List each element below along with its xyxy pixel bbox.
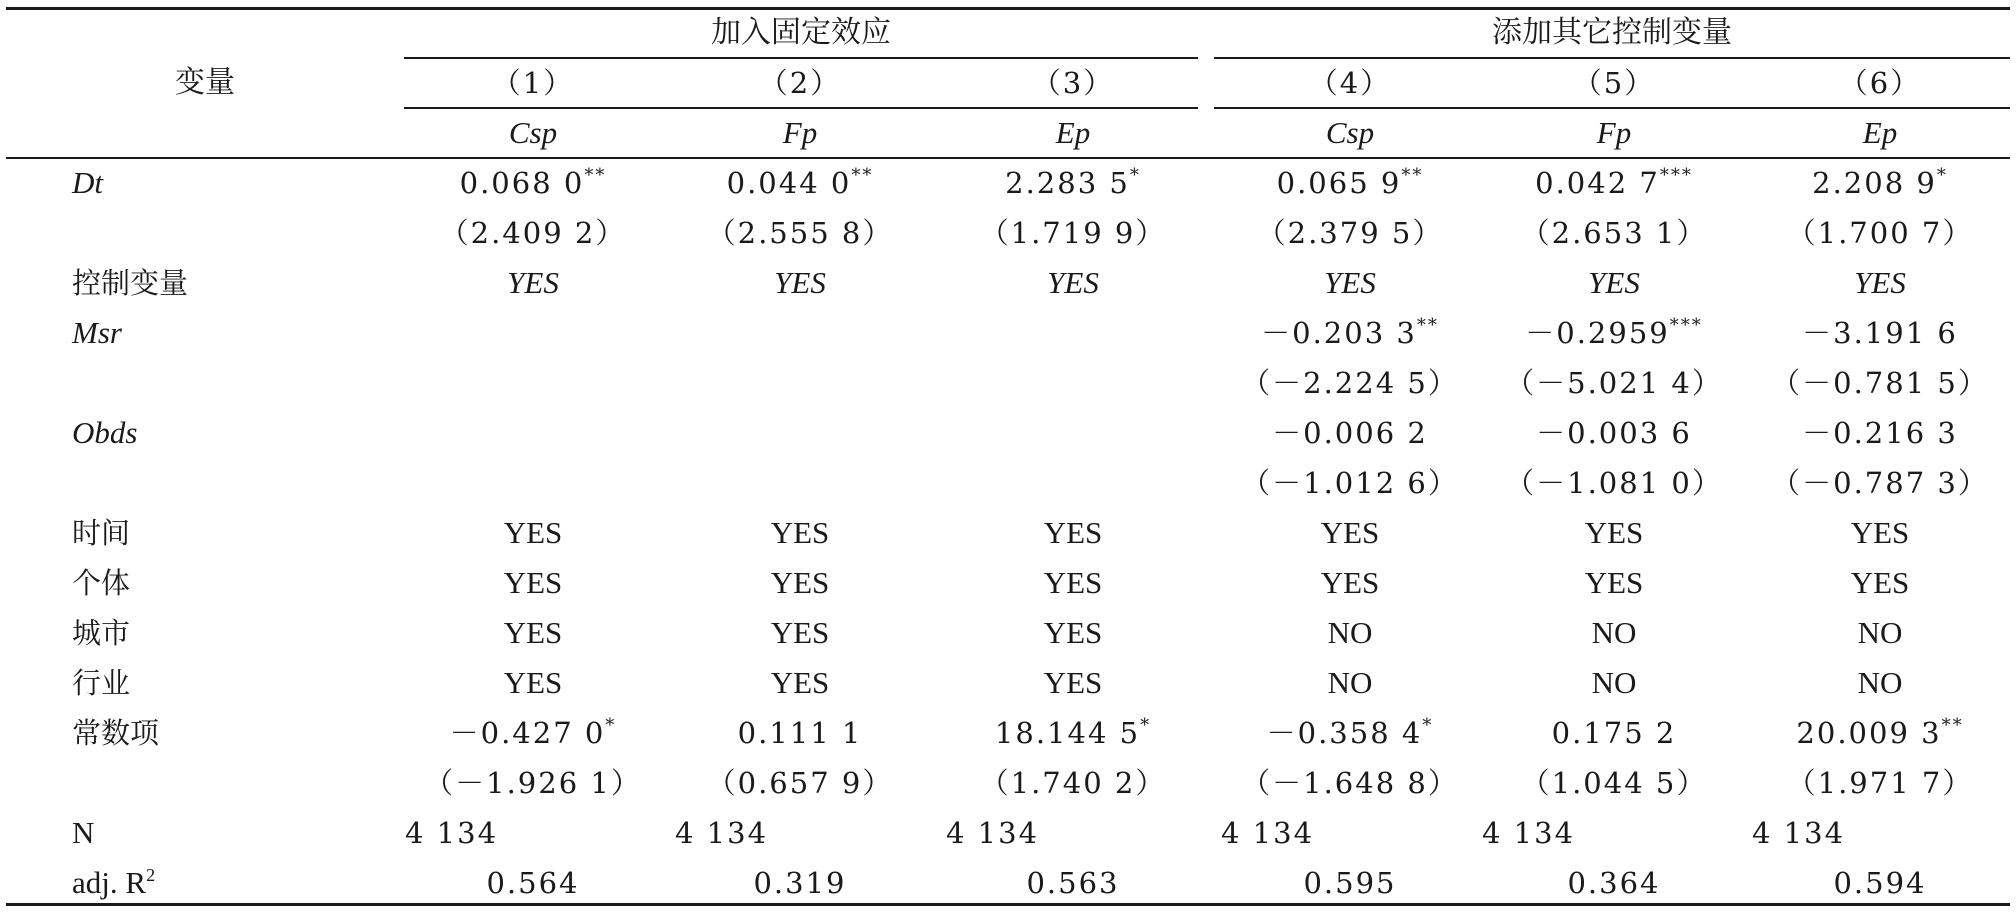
table-cell [1489, 608, 1739, 658]
table-cell [1489, 308, 1739, 358]
cell-value: YES [770, 665, 830, 700]
variable-header: 变量 [175, 65, 235, 100]
cell-value: YES [503, 615, 563, 650]
cell-value: YES [1043, 565, 1103, 600]
table-cell [675, 258, 925, 308]
table-cell [675, 408, 925, 458]
dependent-variable: Csp [508, 115, 558, 150]
table-cell [1755, 758, 2005, 808]
table-cell [948, 158, 1198, 208]
table-cell [675, 158, 925, 208]
cell-value: 0.563 [1026, 866, 1120, 900]
table-cell [1225, 708, 1475, 758]
cell-value: （－1.926 1） [424, 766, 642, 800]
cell-value: （2.409 2） [439, 216, 627, 250]
significance-stars: *** [1669, 315, 1703, 336]
significance-stars: *** [1659, 165, 1693, 186]
significance-stars: * [1422, 715, 1434, 736]
significance-stars: * [1129, 165, 1141, 186]
table-cell [1225, 408, 1475, 458]
row-label: 行业 [72, 666, 131, 700]
table-cell [1225, 508, 1475, 558]
column-number: （5） [1572, 66, 1656, 100]
cell-value: 0.044 0 [726, 166, 852, 200]
table-cell [1489, 658, 1739, 708]
cell-value: 4 134 [946, 816, 1040, 850]
cell-value: －0.427 0 [449, 716, 606, 750]
cell-value: YES [774, 265, 826, 300]
group1-header: 加入固定效应 [711, 15, 891, 50]
row-label [72, 458, 402, 508]
cell-value: 0.319 [753, 866, 847, 900]
row-label: N [72, 815, 95, 850]
cell-value: （2.379 5） [1256, 216, 1444, 250]
cell-value: 0.068 0 [459, 166, 585, 200]
cell-value: NO [1327, 665, 1373, 700]
cell-value: －0.003 6 [1536, 416, 1692, 450]
table-cell [408, 308, 658, 358]
table-cell [1755, 358, 2005, 408]
table-cell [1755, 458, 2005, 508]
cell-value: YES [1324, 265, 1376, 300]
row-label: Obds [72, 415, 138, 450]
table-cell [1755, 858, 2005, 908]
table-cell [675, 458, 925, 508]
cell-value: －0.203 3 [1261, 316, 1417, 350]
table-cell [1755, 658, 2005, 708]
significance-stars: * [1140, 715, 1152, 736]
table-cell [408, 208, 658, 258]
cell-value: （－0.781 5） [1771, 366, 1989, 400]
table-cell [675, 858, 925, 908]
table-cell [948, 758, 1198, 808]
table-cell [408, 608, 658, 658]
table-cell [1489, 508, 1739, 558]
cell-value: YES [1047, 265, 1099, 300]
cell-value: 4 134 [1482, 816, 1576, 850]
table-cell [408, 158, 658, 208]
table-cell [1221, 808, 1441, 858]
table-cell [1755, 208, 2005, 258]
table-cell [675, 308, 925, 358]
table-cell [1489, 458, 1739, 508]
row-label: 时间 [72, 516, 131, 550]
cell-value: 0.594 [1833, 866, 1927, 900]
table-cell [408, 758, 658, 808]
table-cell [1225, 858, 1475, 908]
row-label: Dt [72, 165, 103, 200]
cell-value: NO [1857, 615, 1903, 650]
table-cell [1225, 158, 1475, 208]
table-cell [675, 208, 925, 258]
cell-value: YES [1043, 515, 1103, 550]
cell-value: NO [1857, 665, 1903, 700]
cell-value: YES [1320, 515, 1380, 550]
cell-value: （1.971 7） [1786, 766, 1974, 800]
cell-value: （2.555 8） [706, 216, 894, 250]
table-cell [408, 408, 658, 458]
table-cell [1225, 208, 1475, 258]
cell-value: 20.009 3 [1796, 716, 1942, 750]
table-cell [1225, 608, 1475, 658]
cell-value: 18.144 5 [994, 716, 1141, 750]
dependent-variable: Fp [1596, 115, 1632, 150]
cell-value: 0.042 7 [1535, 166, 1660, 200]
table-cell [948, 308, 1198, 358]
cell-value: （－1.648 8） [1241, 766, 1459, 800]
row-label [72, 208, 402, 258]
column-number: （2） [758, 66, 842, 100]
column-number: （6） [1838, 66, 1922, 100]
row-label: 控制变量 [72, 266, 189, 300]
table-cell [946, 808, 1166, 858]
cell-value: （1.719 9） [979, 216, 1167, 250]
table-cell [408, 358, 658, 408]
cell-value: NO [1591, 665, 1637, 700]
table-cell [1482, 808, 1702, 858]
table-cell [948, 558, 1198, 608]
row-label: 常数项 [72, 716, 160, 750]
table-cell [1225, 358, 1475, 408]
table-cell [948, 258, 1198, 308]
cell-value: YES [503, 565, 563, 600]
table-cell [408, 508, 658, 558]
table-cell [408, 708, 658, 758]
significance-stars: ** [1401, 165, 1424, 186]
dependent-variable: Fp [782, 115, 818, 150]
table-cell [1489, 158, 1739, 208]
row-label: 个体 [72, 566, 131, 600]
cell-value: YES [1850, 565, 1910, 600]
cell-value: －3.191 6 [1802, 316, 1958, 350]
row-label [72, 758, 402, 808]
table-cell [1489, 858, 1739, 908]
cell-value: YES [770, 515, 830, 550]
cell-value: 4 134 [405, 816, 499, 850]
significance-stars: ** [1416, 315, 1439, 336]
cell-value: YES [503, 515, 563, 550]
table-cell [1755, 258, 2005, 308]
dependent-variable: Ep [1862, 115, 1898, 150]
table-cell [408, 658, 658, 708]
table-cell [1755, 558, 2005, 608]
table-cell [675, 708, 925, 758]
table-cell [1755, 408, 2005, 458]
table-cell [1225, 308, 1475, 358]
cell-value: （－0.787 3） [1771, 466, 1989, 500]
cell-value: 2.283 5 [1005, 166, 1130, 200]
table-cell [1225, 658, 1475, 708]
table-cell [948, 608, 1198, 658]
table-cell [948, 408, 1198, 458]
significance-stars: ** [851, 165, 874, 186]
table-cell [675, 658, 925, 708]
cell-value: 0.065 9 [1276, 166, 1402, 200]
cell-value: YES [1320, 565, 1380, 600]
cell-value: NO [1591, 615, 1637, 650]
cell-value: （1.044 5） [1520, 766, 1708, 800]
table-cell [948, 458, 1198, 508]
table-cell [1755, 508, 2005, 558]
row-label: 城市 [72, 616, 131, 650]
cell-value: 0.595 [1303, 866, 1397, 900]
significance-stars: ** [584, 165, 607, 186]
table-cell [948, 208, 1198, 258]
cell-value: （1.700 7） [1786, 216, 1974, 250]
column-number: （1） [491, 66, 575, 100]
table-cell [675, 608, 925, 658]
cell-value: 4 134 [675, 816, 769, 850]
cell-value: NO [1327, 615, 1373, 650]
table-cell [408, 558, 658, 608]
column-number: （3） [1031, 66, 1115, 100]
table-cell [1755, 158, 2005, 208]
table-cell [675, 808, 895, 858]
cell-value: YES [770, 615, 830, 650]
table-cell [948, 708, 1198, 758]
cell-value: YES [1584, 515, 1644, 550]
cell-value: （－5.021 4） [1505, 366, 1723, 400]
row-label: Msr [72, 315, 122, 350]
table-cell [405, 808, 625, 858]
cell-value: 4 134 [1752, 816, 1846, 850]
table-cell [1489, 558, 1739, 608]
cell-value: YES [503, 665, 563, 700]
significance-stars: * [605, 715, 617, 736]
dependent-variable: Ep [1055, 115, 1091, 150]
cell-value: YES [1854, 265, 1906, 300]
cell-value: （1.740 2） [979, 766, 1167, 800]
cell-value: YES [1043, 665, 1103, 700]
table-cell [675, 508, 925, 558]
cell-value: （－1.012 6） [1241, 466, 1459, 500]
group2-header: 添加其它控制变量 [1492, 15, 1732, 50]
table-cell [1755, 608, 2005, 658]
dependent-variable: Csp [1325, 115, 1375, 150]
table-cell [408, 258, 658, 308]
cell-value: 2.208 9 [1812, 166, 1937, 200]
table-cell [948, 658, 1198, 708]
cell-value: YES [1584, 565, 1644, 600]
significance-stars: * [1936, 165, 1948, 186]
table-cell [1752, 808, 1972, 858]
table-cell [1489, 708, 1739, 758]
table-cell [948, 358, 1198, 408]
table-cell [1755, 708, 2005, 758]
table-cell [1489, 758, 1739, 808]
table-cell [1225, 458, 1475, 508]
cell-value: －0.216 3 [1802, 416, 1958, 450]
table-cell [1489, 258, 1739, 308]
table-cell [1225, 258, 1475, 308]
cell-value: （2.653 1） [1520, 216, 1708, 250]
table-cell [1225, 558, 1475, 608]
table-cell [1489, 408, 1739, 458]
table-cell [1225, 758, 1475, 808]
table-cell [675, 358, 925, 408]
cell-value: －0.2959 [1525, 316, 1670, 350]
row-label: adj. $R^2$ [72, 865, 156, 900]
cell-value: －0.358 4 [1266, 716, 1423, 750]
column-number: （4） [1308, 66, 1392, 100]
cell-value: －0.006 2 [1272, 416, 1428, 450]
cell-value: （－1.081 0） [1505, 466, 1723, 500]
cell-value: （0.657 9） [706, 766, 894, 800]
table-cell [675, 558, 925, 608]
table-cell [408, 458, 658, 508]
table-cell [675, 758, 925, 808]
cell-value: YES [507, 265, 559, 300]
table-cell [948, 858, 1198, 908]
table-cell [408, 858, 658, 908]
cell-value: （－2.224 5） [1241, 366, 1459, 400]
cell-value: YES [770, 565, 830, 600]
table-cell [1489, 208, 1739, 258]
table-cell [948, 508, 1198, 558]
row-label [72, 358, 402, 408]
cell-value: 4 134 [1221, 816, 1315, 850]
cell-value: 0.175 2 [1551, 716, 1677, 750]
table-cell [1489, 358, 1739, 408]
cell-value: YES [1043, 615, 1103, 650]
cell-value: YES [1588, 265, 1640, 300]
table-cell [1755, 308, 2005, 358]
cell-value: YES [1850, 515, 1910, 550]
superscript: 2 [146, 865, 156, 885]
cell-value: 0.564 [486, 866, 580, 900]
cell-value: 0.364 [1567, 866, 1661, 900]
cell-value: 0.111 1 [737, 716, 863, 750]
significance-stars: ** [1941, 715, 1964, 736]
